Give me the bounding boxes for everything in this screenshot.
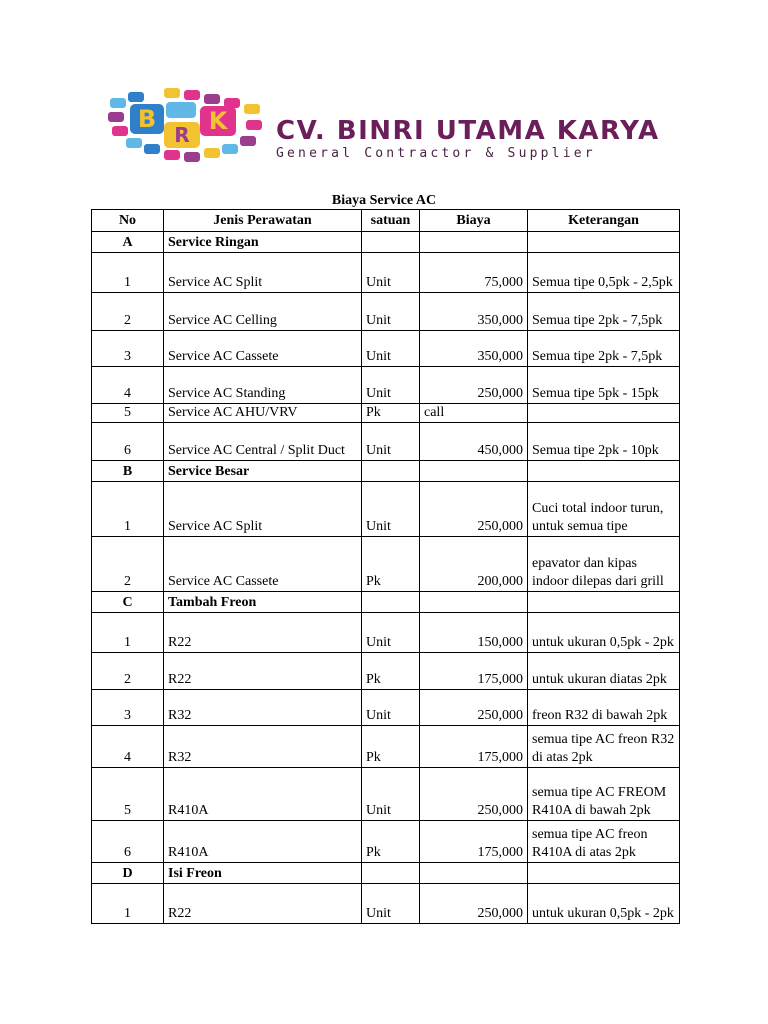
description: semua tipe AC freon R410A di atas 2pk [528, 821, 680, 863]
empty-cell [362, 232, 420, 253]
section-letter: D [92, 863, 164, 884]
price-table [91, 209, 680, 924]
svg-text:B: B [137, 105, 157, 133]
unit: Pk [362, 404, 420, 423]
section-row [92, 461, 680, 482]
section-letter: A [92, 232, 164, 253]
table-row [92, 726, 680, 768]
row-number: 4 [92, 726, 164, 768]
row-number: 1 [92, 482, 164, 537]
service-name: Service AC Split [164, 482, 362, 537]
service-name: R32 [164, 726, 362, 768]
row-number: 3 [92, 331, 164, 367]
service-name: Service AC Central / Split Duct [164, 423, 362, 461]
price: 75,000 [420, 253, 528, 293]
price: 450,000 [420, 423, 528, 461]
row-number: 2 [92, 537, 164, 592]
unit: Unit [362, 293, 420, 331]
company-tagline: General Contractor & Supplier [276, 146, 596, 161]
service-name: Service AC AHU/VRV [164, 404, 362, 423]
row-number: 1 [92, 884, 164, 924]
service-name: Service AC Cassete [164, 331, 362, 367]
empty-cell [420, 232, 528, 253]
svg-text:K: K [208, 107, 228, 135]
empty-cell [528, 863, 680, 884]
company-name: CV. BINRI UTAMA KARYA [276, 116, 660, 146]
table-row [92, 404, 680, 423]
table-row [92, 821, 680, 863]
table-row [92, 613, 680, 653]
empty-cell [362, 863, 420, 884]
section-letter: B [92, 461, 164, 482]
price: 250,000 [420, 768, 528, 821]
price: call [420, 404, 528, 423]
table-row [92, 253, 680, 293]
service-name: R410A [164, 768, 362, 821]
section-letter: C [92, 592, 164, 613]
table-body [92, 232, 680, 924]
unit: Pk [362, 653, 420, 690]
service-name: Service AC Split [164, 253, 362, 293]
empty-cell [420, 592, 528, 613]
bkr-logo-icon [104, 84, 266, 166]
price: 350,000 [420, 331, 528, 367]
table-row [92, 482, 680, 537]
service-name: Service AC Cassete [164, 537, 362, 592]
description: untuk ukuran diatas 2pk [528, 653, 680, 690]
unit: Unit [362, 253, 420, 293]
price: 350,000 [420, 293, 528, 331]
unit: Unit [362, 884, 420, 924]
description: Semua tipe 2pk - 10pk [528, 423, 680, 461]
description: Semua tipe 2pk - 7,5pk [528, 293, 680, 331]
description: Cuci total indoor turun, untuk semua tipe [528, 482, 680, 537]
empty-cell [420, 863, 528, 884]
description: untuk ukuran 0,5pk - 2pk [528, 613, 680, 653]
row-number: 2 [92, 653, 164, 690]
service-name: R410A [164, 821, 362, 863]
description: Semua tipe 2pk - 7,5pk [528, 331, 680, 367]
description: untuk ukuran 0,5pk - 2pk [528, 884, 680, 924]
table-row [92, 690, 680, 726]
section-row [92, 592, 680, 613]
empty-cell [362, 592, 420, 613]
service-name: Service AC Standing [164, 367, 362, 404]
svg-text:R: R [174, 123, 190, 147]
description: freon R32 di bawah 2pk [528, 690, 680, 726]
header-biaya: Biaya [420, 210, 528, 232]
description: semua tipe AC freon R32 di atas 2pk [528, 726, 680, 768]
table-row [92, 884, 680, 924]
unit: Pk [362, 726, 420, 768]
price: 150,000 [420, 613, 528, 653]
description [528, 404, 680, 423]
empty-cell [528, 592, 680, 613]
price: 250,000 [420, 884, 528, 924]
row-number: 5 [92, 768, 164, 821]
price: 175,000 [420, 726, 528, 768]
row-number: 3 [92, 690, 164, 726]
row-number: 6 [92, 423, 164, 461]
section-title: Isi Freon [164, 863, 362, 884]
unit: Unit [362, 613, 420, 653]
table-row [92, 331, 680, 367]
header-keterangan: Keterangan [528, 210, 680, 232]
header-jenis-perawatan: Jenis Perawatan [164, 210, 362, 232]
section-title: Service Ringan [164, 232, 362, 253]
unit: Unit [362, 690, 420, 726]
service-name: R22 [164, 653, 362, 690]
header-satuan: satuan [362, 210, 420, 232]
service-name: R22 [164, 884, 362, 924]
section-title: Service Besar [164, 461, 362, 482]
service-name: Service AC Celling [164, 293, 362, 331]
unit: Unit [362, 482, 420, 537]
price: 175,000 [420, 653, 528, 690]
table-row [92, 423, 680, 461]
empty-cell [362, 461, 420, 482]
description: epavator dan kipas indoor dilepas dari grill [528, 537, 680, 592]
table-row [92, 653, 680, 690]
service-name: R32 [164, 690, 362, 726]
price: 250,000 [420, 482, 528, 537]
empty-cell [528, 232, 680, 253]
document-title: Biaya Service AC [331, 193, 437, 208]
unit: Unit [362, 331, 420, 367]
header-no: No [92, 210, 164, 232]
empty-cell [420, 461, 528, 482]
row-number: 1 [92, 253, 164, 293]
table-header-row [92, 210, 680, 232]
unit: Unit [362, 768, 420, 821]
description: Semua tipe 0,5pk - 2,5pk [528, 253, 680, 293]
price: 250,000 [420, 367, 528, 404]
section-title: Tambah Freon [164, 592, 362, 613]
row-number: 4 [92, 367, 164, 404]
empty-cell [528, 461, 680, 482]
price: 175,000 [420, 821, 528, 863]
unit: Unit [362, 423, 420, 461]
row-number: 5 [92, 404, 164, 423]
row-number: 2 [92, 293, 164, 331]
section-row [92, 232, 680, 253]
description: semua tipe AC FREOM R410A di bawah 2pk [528, 768, 680, 821]
table-row [92, 768, 680, 821]
row-number: 1 [92, 613, 164, 653]
table-row [92, 293, 680, 331]
description: Semua tipe 5pk - 15pk [528, 367, 680, 404]
row-number: 6 [92, 821, 164, 863]
price: 250,000 [420, 690, 528, 726]
table-row [92, 537, 680, 592]
section-row [92, 863, 680, 884]
unit: Pk [362, 537, 420, 592]
price: 200,000 [420, 537, 528, 592]
unit: Pk [362, 821, 420, 863]
unit: Unit [362, 367, 420, 404]
table-row [92, 367, 680, 404]
company-logo [104, 84, 664, 170]
service-name: R22 [164, 613, 362, 653]
